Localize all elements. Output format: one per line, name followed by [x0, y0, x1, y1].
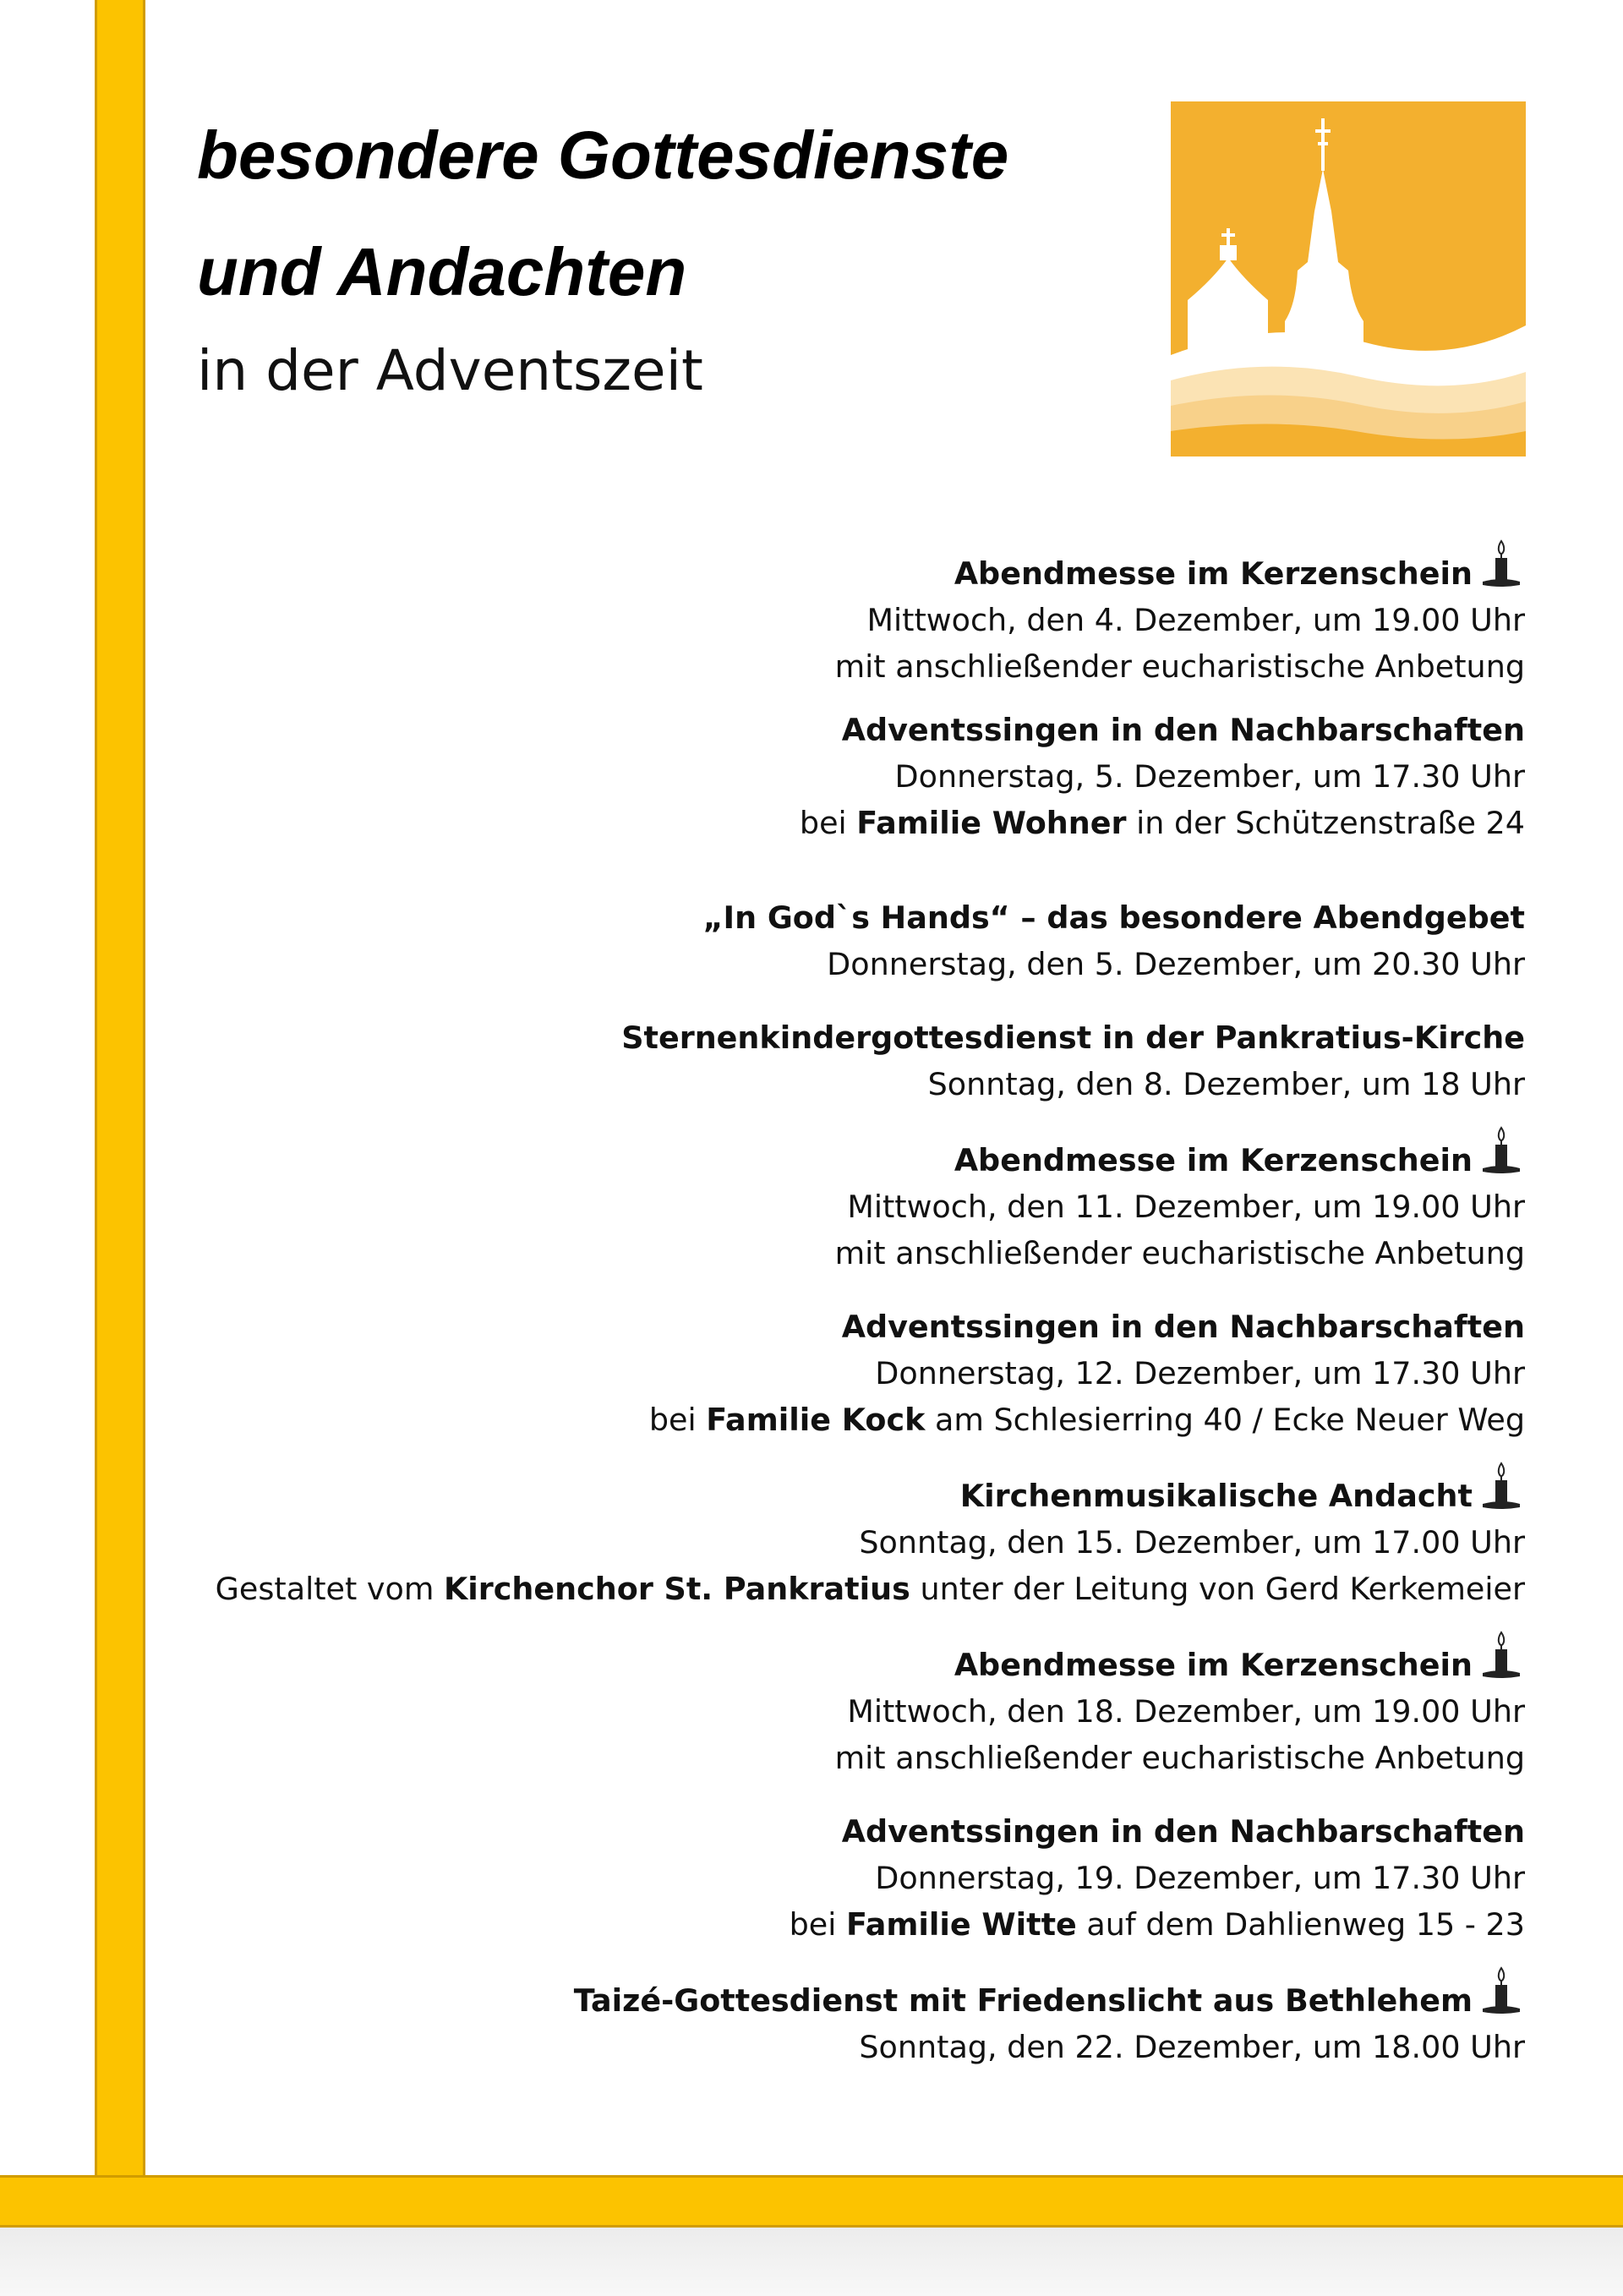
candle-icon — [1478, 1965, 1525, 2020]
page-title — [197, 97, 1008, 331]
event-item — [139, 707, 1525, 846]
event-title: Abendmesse im Kerzenschein — [954, 1647, 1473, 1683]
event-item — [139, 1014, 1525, 1107]
candle-icon — [1478, 538, 1525, 593]
event-date: Sonntag, den 22. Dezember, um 18.00 Uhr — [859, 2029, 1525, 2065]
bottom-shade — [0, 2228, 1623, 2296]
event-title: Taizé-Gottesdienst mit Friedenslicht aus Bethlehem — [573, 1982, 1473, 2019]
event-note: mit anschließender eucharistische Anbetung — [834, 648, 1525, 685]
event-date: Donnerstag, 5. Dezember, um 17.30 Uhr — [894, 758, 1525, 795]
event-title: Abendmesse im Kerzenschein — [954, 1142, 1473, 1178]
event-item — [139, 1460, 1525, 1612]
horizontal-yellow-bar — [0, 2175, 1623, 2228]
event-date: Mittwoch, den 11. Dezember, um 19.00 Uhr — [847, 1189, 1525, 1225]
title-line-1: besondere Gottesdienste — [197, 118, 1009, 193]
event-date: Sonntag, den 8. Dezember, um 18 Uhr — [927, 1066, 1525, 1102]
event-note: bei Familie Witte auf dem Dahlienweg 15 - 23 — [789, 1906, 1525, 1943]
event-date: Donnerstag, 12. Dezember, um 17.30 Uhr — [875, 1355, 1525, 1391]
event-date: Mittwoch, den 4. Dezember, um 19.00 Uhr — [866, 602, 1525, 638]
event-item — [139, 894, 1525, 987]
event-title: Adventssingen in den Nachbarschaften — [841, 1309, 1525, 1345]
event-date: Mittwoch, den 18. Dezember, um 19.00 Uhr — [847, 1693, 1525, 1730]
event-item — [139, 538, 1525, 690]
title-line-2: und Andachten — [197, 234, 687, 309]
vertical-yellow-bar — [95, 0, 145, 2296]
family-name: Familie Wohner — [856, 805, 1127, 841]
event-note: Gestaltet vom Kirchenchor St. Pankratius unter der Leitung von Gerd Kerkemeier — [215, 1571, 1525, 1607]
events-list — [139, 538, 1525, 2070]
event-item — [139, 1124, 1525, 1276]
event-date: Sonntag, den 15. Dezember, um 17.00 Uhr — [859, 1524, 1525, 1561]
choir-name: Kirchenchor St. Pankratius — [444, 1571, 910, 1607]
event-title: Abendmesse im Kerzenschein — [954, 555, 1473, 592]
event-title: Adventssingen in den Nachbarschaften — [841, 1813, 1525, 1850]
event-note: bei Familie Kock am Schlesierring 40 / Ecke Neuer Weg — [648, 1402, 1525, 1438]
event-title: Kirchenmusikalische Andacht — [959, 1478, 1473, 1514]
candle-icon — [1478, 1460, 1525, 1516]
family-name: Familie Witte — [845, 1906, 1077, 1943]
church-logo-icon — [1171, 101, 1526, 456]
event-title: „In God`s Hands“ – das besondere Abendgebet — [702, 899, 1525, 936]
event-item — [139, 1304, 1525, 1443]
candle-icon — [1478, 1124, 1525, 1180]
event-note: mit anschließender eucharistische Anbetung — [834, 1740, 1525, 1776]
event-title: Adventssingen in den Nachbarschaften — [841, 712, 1525, 748]
event-item — [139, 1629, 1525, 1781]
event-title: Sternenkindergottesdienst in der Pankratius-Kirche — [621, 1020, 1525, 1056]
family-name: Familie Kock — [706, 1402, 926, 1438]
event-date: Donnerstag, den 5. Dezember, um 20.30 Uhr — [827, 946, 1525, 982]
event-date: Donnerstag, 19. Dezember, um 17.30 Uhr — [875, 1860, 1525, 1896]
event-note: bei Familie Wohner in der Schützenstraße 24 — [799, 805, 1525, 841]
event-item — [139, 1808, 1525, 1948]
event-note: mit anschließender eucharistische Anbetung — [834, 1235, 1525, 1271]
page-subtitle: in der Adventszeit — [197, 338, 703, 403]
event-item — [139, 1965, 1525, 2070]
candle-icon — [1478, 1629, 1525, 1685]
